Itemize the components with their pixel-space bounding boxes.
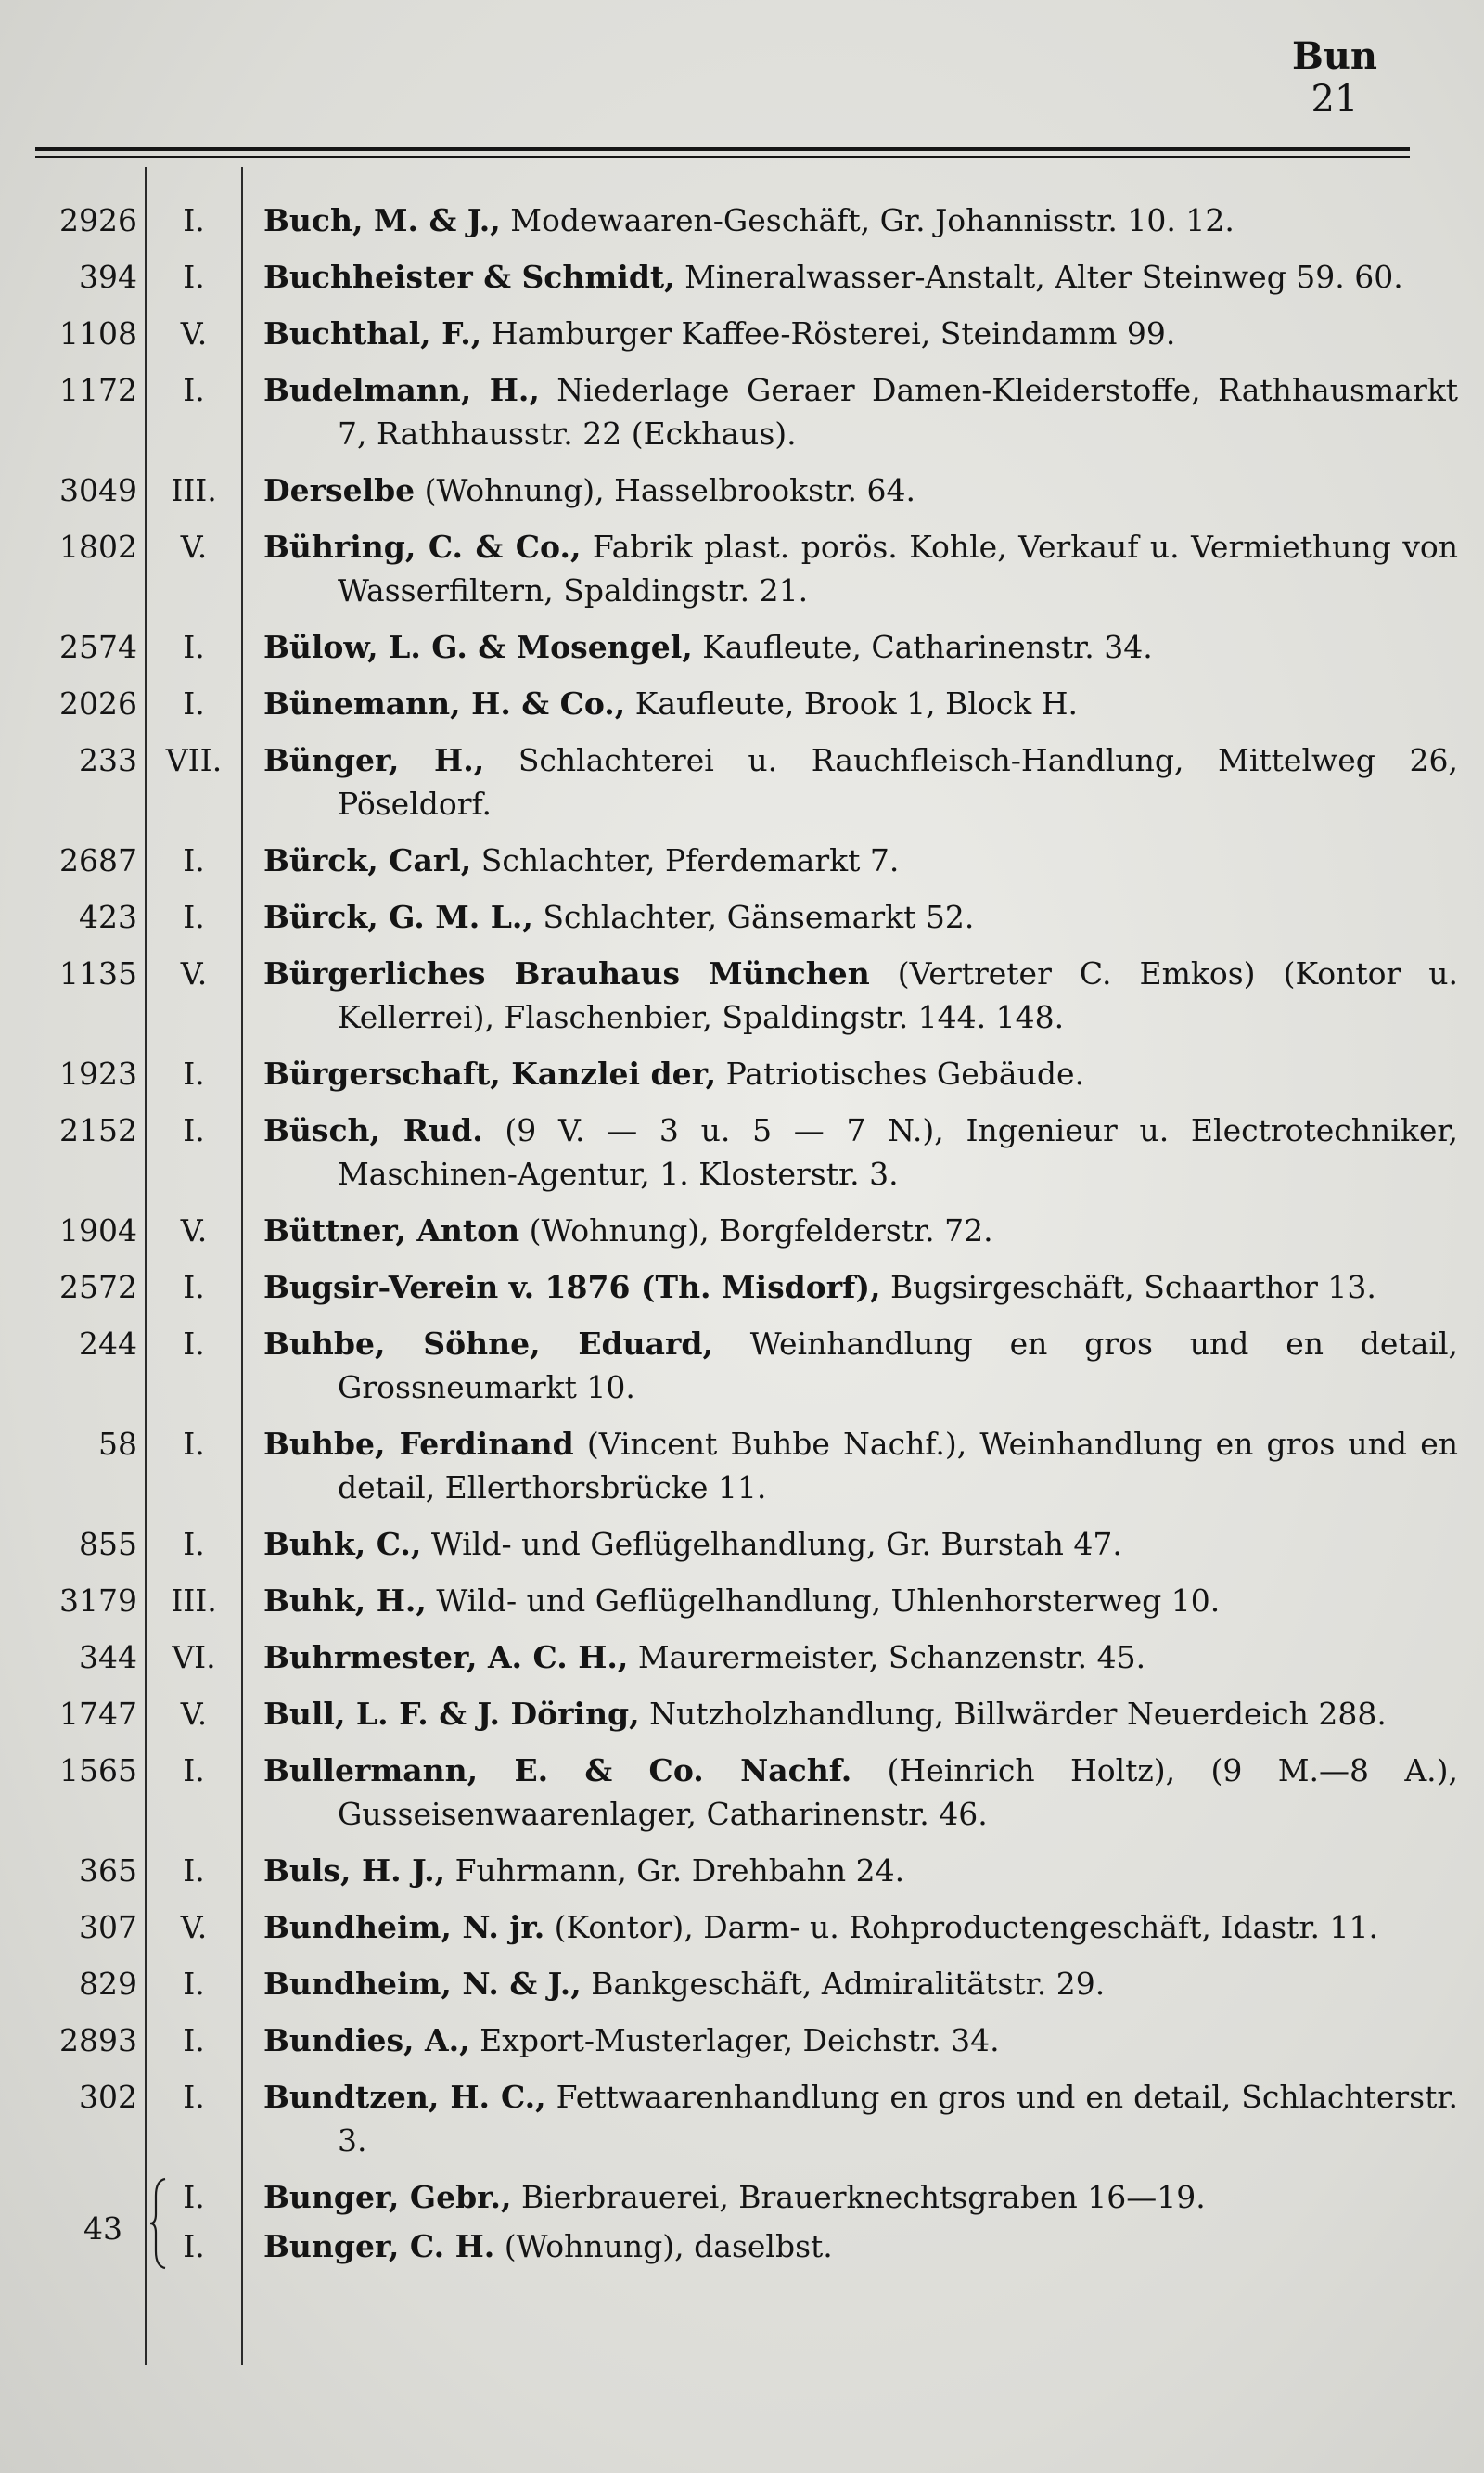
entry-list bbox=[0, 199, 1484, 2281]
entry-name: Budelmann, H., bbox=[263, 372, 540, 408]
entry-district: III. bbox=[171, 1582, 217, 1619]
entry-text bbox=[263, 952, 1458, 1039]
entry-number: 2893 bbox=[59, 2022, 137, 2058]
entry-name: Buhrmester, A. C. H., bbox=[263, 1639, 629, 1675]
directory-entry bbox=[0, 1052, 1484, 1096]
entry-district: V. bbox=[180, 1696, 208, 1732]
entry-name: Bunger, Gebr., bbox=[263, 2179, 512, 2215]
entry-details: (Kontor), Darm- u. Rohproductengeschäft, Idastr. 11. bbox=[544, 1909, 1379, 1945]
entry-name: Buchthal, F., bbox=[263, 315, 482, 352]
entry-number: 244 bbox=[79, 1326, 137, 1362]
entry-district: I. bbox=[183, 842, 205, 878]
entry-name: Bürgerliches Brauhaus München bbox=[263, 955, 870, 992]
entry-details: Schlachter, Gänsemarkt 52. bbox=[532, 899, 975, 935]
directory-entry bbox=[0, 1962, 1484, 2005]
entry-name: Derselbe bbox=[263, 472, 416, 508]
entry-text bbox=[263, 1265, 1458, 1309]
entry-details: Maurermeister, Schanzenstr. 45. bbox=[628, 1639, 1146, 1675]
entry-number: 1802 bbox=[59, 529, 137, 565]
entry-district: I. bbox=[183, 1852, 205, 1889]
entry-details: (9 V. — 3 u. 5 — 7 N.), Ingenieur u. Electrotechniker, Maschinen-Agentur, 1. Klosterstr. 3. bbox=[338, 1112, 1458, 1192]
entry-details: Export-Musterlager, Deichstr. 34. bbox=[469, 2022, 1000, 2058]
entry-district: V. bbox=[180, 1909, 208, 1945]
directory-entry bbox=[0, 839, 1484, 882]
entry-district: V. bbox=[180, 955, 208, 992]
entry-district: VI. bbox=[172, 1639, 216, 1675]
directory-entry bbox=[0, 1692, 1484, 1736]
entry-text bbox=[263, 1422, 1458, 1509]
entry-name: Büsch, Rud. bbox=[263, 1112, 483, 1148]
entry-district: I. bbox=[183, 1112, 205, 1148]
directory-entry bbox=[0, 2018, 1484, 2062]
entry-text bbox=[263, 682, 1458, 725]
entry-district: I. bbox=[183, 372, 205, 408]
entry-number: 1904 bbox=[59, 1212, 137, 1249]
entry-name: Bundheim, N. & J., bbox=[263, 1966, 582, 2002]
bracket-group bbox=[0, 2175, 1484, 2268]
entry-details: Wild- und Geflügelhandlung, Gr. Burstah 47. bbox=[421, 1526, 1122, 1562]
entry-district: I. bbox=[183, 686, 205, 722]
entry-district: I. bbox=[183, 899, 205, 935]
directory-entry bbox=[0, 312, 1484, 355]
entry-details: Fettwaarenhandlung en gros und en detail, Schlachterstr. 3. bbox=[338, 2079, 1458, 2159]
entry-text bbox=[263, 2224, 1458, 2268]
entry-text bbox=[263, 625, 1458, 669]
directory-entry bbox=[0, 1749, 1484, 1836]
entry-name: Buhbe, Ferdinand bbox=[263, 1426, 574, 1462]
entry-text bbox=[263, 1052, 1458, 1096]
entry-details: (Wohnung), Borgfelderstr. 72. bbox=[519, 1212, 993, 1249]
entry-number: 2152 bbox=[59, 1112, 137, 1148]
entry-details: (Vincent Buhbe Nachf.), Weinhandlung en gros und en detail, Ellerthorsbrücke 11. bbox=[338, 1426, 1459, 1506]
entry-details: Weinhandlung en gros und en detail, Grossneumarkt 10. bbox=[338, 1326, 1458, 1405]
entry-text bbox=[263, 1209, 1458, 1252]
directory-entry bbox=[0, 1849, 1484, 1892]
entry-number: 1565 bbox=[59, 1752, 137, 1788]
entry-name: Buls, H. J., bbox=[263, 1852, 446, 1889]
directory-entry bbox=[0, 895, 1484, 939]
entry-number: 1172 bbox=[59, 372, 137, 408]
directory-entry bbox=[0, 255, 1484, 299]
entry-name: Bünger, H., bbox=[263, 742, 485, 778]
entry-district: V. bbox=[180, 315, 208, 352]
entry-details: Modewaaren-Geschäft, Gr. Johannisstr. 10. 12. bbox=[500, 202, 1235, 238]
entry-name: Bundies, A., bbox=[263, 2022, 470, 2058]
entry-number: 394 bbox=[79, 259, 137, 295]
entry-name: Bunger, C. H. bbox=[263, 2228, 495, 2264]
entry-details: (Wohnung), daselbst. bbox=[494, 2228, 833, 2264]
entry-text bbox=[263, 1749, 1458, 1836]
entry-district: V. bbox=[180, 529, 208, 565]
entry-text bbox=[263, 1905, 1458, 1949]
entry-text bbox=[263, 839, 1458, 882]
page-header bbox=[1292, 35, 1377, 121]
directory-entry bbox=[0, 682, 1484, 725]
directory-entry bbox=[0, 2175, 1484, 2219]
directory-entry bbox=[0, 1905, 1484, 1949]
entry-text bbox=[263, 738, 1458, 826]
entry-text bbox=[263, 1849, 1458, 1892]
entry-text bbox=[263, 255, 1458, 299]
entry-name: Bülow, L. G. & Mosengel, bbox=[263, 629, 693, 665]
directory-entry bbox=[0, 625, 1484, 669]
entry-text bbox=[263, 368, 1458, 455]
entry-district: III. bbox=[171, 472, 217, 508]
entry-text bbox=[263, 1579, 1458, 1622]
entry-number: 1108 bbox=[59, 315, 137, 352]
entry-text bbox=[263, 1322, 1458, 1409]
entry-number: 3179 bbox=[59, 1582, 137, 1619]
entry-district: I. bbox=[183, 1966, 205, 2002]
entry-details: Schlachter, Pferdemarkt 7. bbox=[471, 842, 900, 878]
header-keyword: Bun bbox=[1292, 34, 1377, 78]
entry-text bbox=[263, 1692, 1458, 1736]
entry-details: (Vertreter C. Emkos) (Kontor u. Kellerrei), Flaschenbier, Spaldingstr. 144. 148. bbox=[338, 955, 1459, 1035]
directory-entry bbox=[0, 1522, 1484, 1566]
entry-details: Schlachterei u. Rauchfleisch-Handlung, Mittelweg 26, Pöseldorf. bbox=[338, 742, 1458, 822]
entry-name: Bugsir-Verein v. 1876 (Th. Misdorf), bbox=[263, 1269, 881, 1305]
entry-name: Bundheim, N. jr. bbox=[263, 1909, 545, 1945]
entry-number: 2572 bbox=[59, 1269, 137, 1305]
entry-details: (Wohnung), Hasselbrookstr. 64. bbox=[415, 472, 915, 508]
entry-details: Mineralwasser-Anstalt, Alter Steinweg 59. 60. bbox=[674, 259, 1403, 295]
entry-number: 2926 bbox=[59, 202, 137, 238]
entry-district: I. bbox=[183, 1326, 205, 1362]
entry-number: 423 bbox=[79, 899, 137, 935]
entry-text bbox=[263, 1635, 1458, 1679]
entry-district: VII. bbox=[165, 742, 223, 778]
entry-name: Bühring, C. & Co., bbox=[263, 529, 582, 565]
entry-details: Nutzholzhandlung, Billwärder Neuerdeich 288. bbox=[639, 1696, 1387, 1732]
entry-details: Kaufleute, Brook 1, Block H. bbox=[625, 686, 1079, 722]
directory-entry bbox=[0, 199, 1484, 242]
entry-number: 233 bbox=[79, 742, 137, 778]
directory-entry bbox=[0, 368, 1484, 455]
entry-name: Büttner, Anton bbox=[263, 1212, 520, 1249]
entry-details: Fuhrmann, Gr. Drehbahn 24. bbox=[445, 1852, 905, 1889]
entry-number: 1135 bbox=[59, 955, 137, 992]
entry-details: Hamburger Kaffee-Rösterei, Steindamm 99. bbox=[481, 315, 1176, 352]
entry-details: (Heinrich Holtz), (9 M.—8 A.), Gusseisenwaarenlager, Catharinenstr. 46. bbox=[338, 1752, 1459, 1832]
entry-number: 829 bbox=[79, 1966, 137, 2002]
entry-district: I. bbox=[183, 1269, 205, 1305]
directory-entry bbox=[0, 1209, 1484, 1252]
entry-district: I. bbox=[183, 1752, 205, 1788]
directory-entry bbox=[0, 738, 1484, 826]
entry-text bbox=[263, 1522, 1458, 1566]
directory-entry bbox=[0, 1635, 1484, 1679]
directory-entry bbox=[0, 1422, 1484, 1509]
directory-entry bbox=[0, 1322, 1484, 1409]
entry-district: I. bbox=[183, 1426, 205, 1462]
entry-district: I. bbox=[183, 629, 205, 665]
entry-number: 307 bbox=[79, 1909, 137, 1945]
entry-name: Bundtzen, H. C., bbox=[263, 2079, 546, 2115]
entry-district: I. bbox=[183, 2228, 205, 2264]
entry-number: 302 bbox=[79, 2079, 137, 2115]
header-rule-thin bbox=[35, 156, 1410, 158]
entry-number: 344 bbox=[79, 1639, 137, 1675]
entry-number: 1747 bbox=[59, 1696, 137, 1732]
directory-entry bbox=[0, 1108, 1484, 1196]
entry-district: I. bbox=[183, 2179, 205, 2215]
entry-number: 58 bbox=[98, 1426, 137, 1462]
entry-text bbox=[263, 2018, 1458, 2062]
directory-entry bbox=[0, 1265, 1484, 1309]
entry-district: I. bbox=[183, 259, 205, 295]
page-number: 21 bbox=[1311, 78, 1359, 121]
entry-number: 3049 bbox=[59, 472, 137, 508]
entry-details: Bierbrauerei, Brauerknechtsgraben 16—19. bbox=[511, 2179, 1206, 2215]
directory-entry bbox=[0, 1579, 1484, 1622]
directory-entry bbox=[0, 952, 1484, 1039]
directory-entry bbox=[0, 468, 1484, 512]
entry-text bbox=[263, 895, 1458, 939]
entry-text bbox=[263, 1962, 1458, 2005]
entry-district: I. bbox=[183, 202, 205, 238]
entry-text bbox=[263, 2175, 1458, 2219]
entry-name: Bünemann, H. & Co., bbox=[263, 686, 626, 722]
entry-name: Buch, M. & J., bbox=[263, 202, 501, 238]
entry-name: Bürck, G. M. L., bbox=[263, 899, 533, 935]
entry-details: Patriotisches Gebäude. bbox=[716, 1056, 1084, 1092]
entry-text bbox=[263, 1108, 1458, 1196]
header-rule-thick bbox=[35, 147, 1410, 151]
entry-text bbox=[263, 2075, 1458, 2162]
entry-details: Wild- und Geflügelhandlung, Uhlenhorsterweg 10. bbox=[426, 1582, 1221, 1619]
entry-district: I. bbox=[183, 1526, 205, 1562]
entry-details: Fabrik plast. porös. Kohle, Verkauf u. Vermiethung von Wasserfiltern, Spaldingstr. 21. bbox=[338, 529, 1458, 609]
entry-details: Kaufleute, Catharinenstr. 34. bbox=[692, 629, 1153, 665]
entry-name: Buhk, H., bbox=[263, 1582, 427, 1619]
entry-name: Bürck, Carl, bbox=[263, 842, 472, 878]
entry-district: I. bbox=[183, 2022, 205, 2058]
entry-details: Niederlage Geraer Damen-Kleiderstoffe, Rathhausmarkt 7, Rathhausstr. 22 (Eckhaus). bbox=[338, 372, 1458, 452]
entry-district: V. bbox=[180, 1212, 208, 1249]
entry-name: Buhbe, Söhne, Eduard, bbox=[263, 1326, 713, 1362]
entry-name: Bull, L. F. & J. Döring, bbox=[263, 1696, 640, 1732]
entry-number: 2026 bbox=[59, 686, 137, 722]
entry-details: Bugsirgeschäft, Schaarthor 13. bbox=[880, 1269, 1376, 1305]
entry-number: 2574 bbox=[59, 629, 137, 665]
entry-number: 365 bbox=[79, 1852, 137, 1889]
entry-text bbox=[263, 468, 1458, 512]
entry-name: Buchheister & Schmidt, bbox=[263, 259, 675, 295]
group-number: 43 bbox=[83, 2210, 122, 2247]
entry-number: 1923 bbox=[59, 1056, 137, 1092]
directory-entry bbox=[0, 2224, 1484, 2268]
entry-district: I. bbox=[183, 1056, 205, 1092]
directory-entry bbox=[0, 525, 1484, 612]
entry-district: I. bbox=[183, 2079, 205, 2115]
entry-name: Bullermann, E. & Co. Nachf. bbox=[263, 1752, 852, 1788]
entry-name: Bürgerschaft, Kanzlei der, bbox=[263, 1056, 717, 1092]
entry-text bbox=[263, 312, 1458, 355]
entry-number: 2687 bbox=[59, 842, 137, 878]
entry-text bbox=[263, 199, 1458, 242]
entry-details: Bankgeschäft, Admiralitätstr. 29. bbox=[581, 1966, 1106, 2002]
entry-text bbox=[263, 525, 1458, 612]
entry-name: Buhk, C., bbox=[263, 1526, 422, 1562]
directory-entry bbox=[0, 2075, 1484, 2162]
entry-number: 855 bbox=[79, 1526, 137, 1562]
